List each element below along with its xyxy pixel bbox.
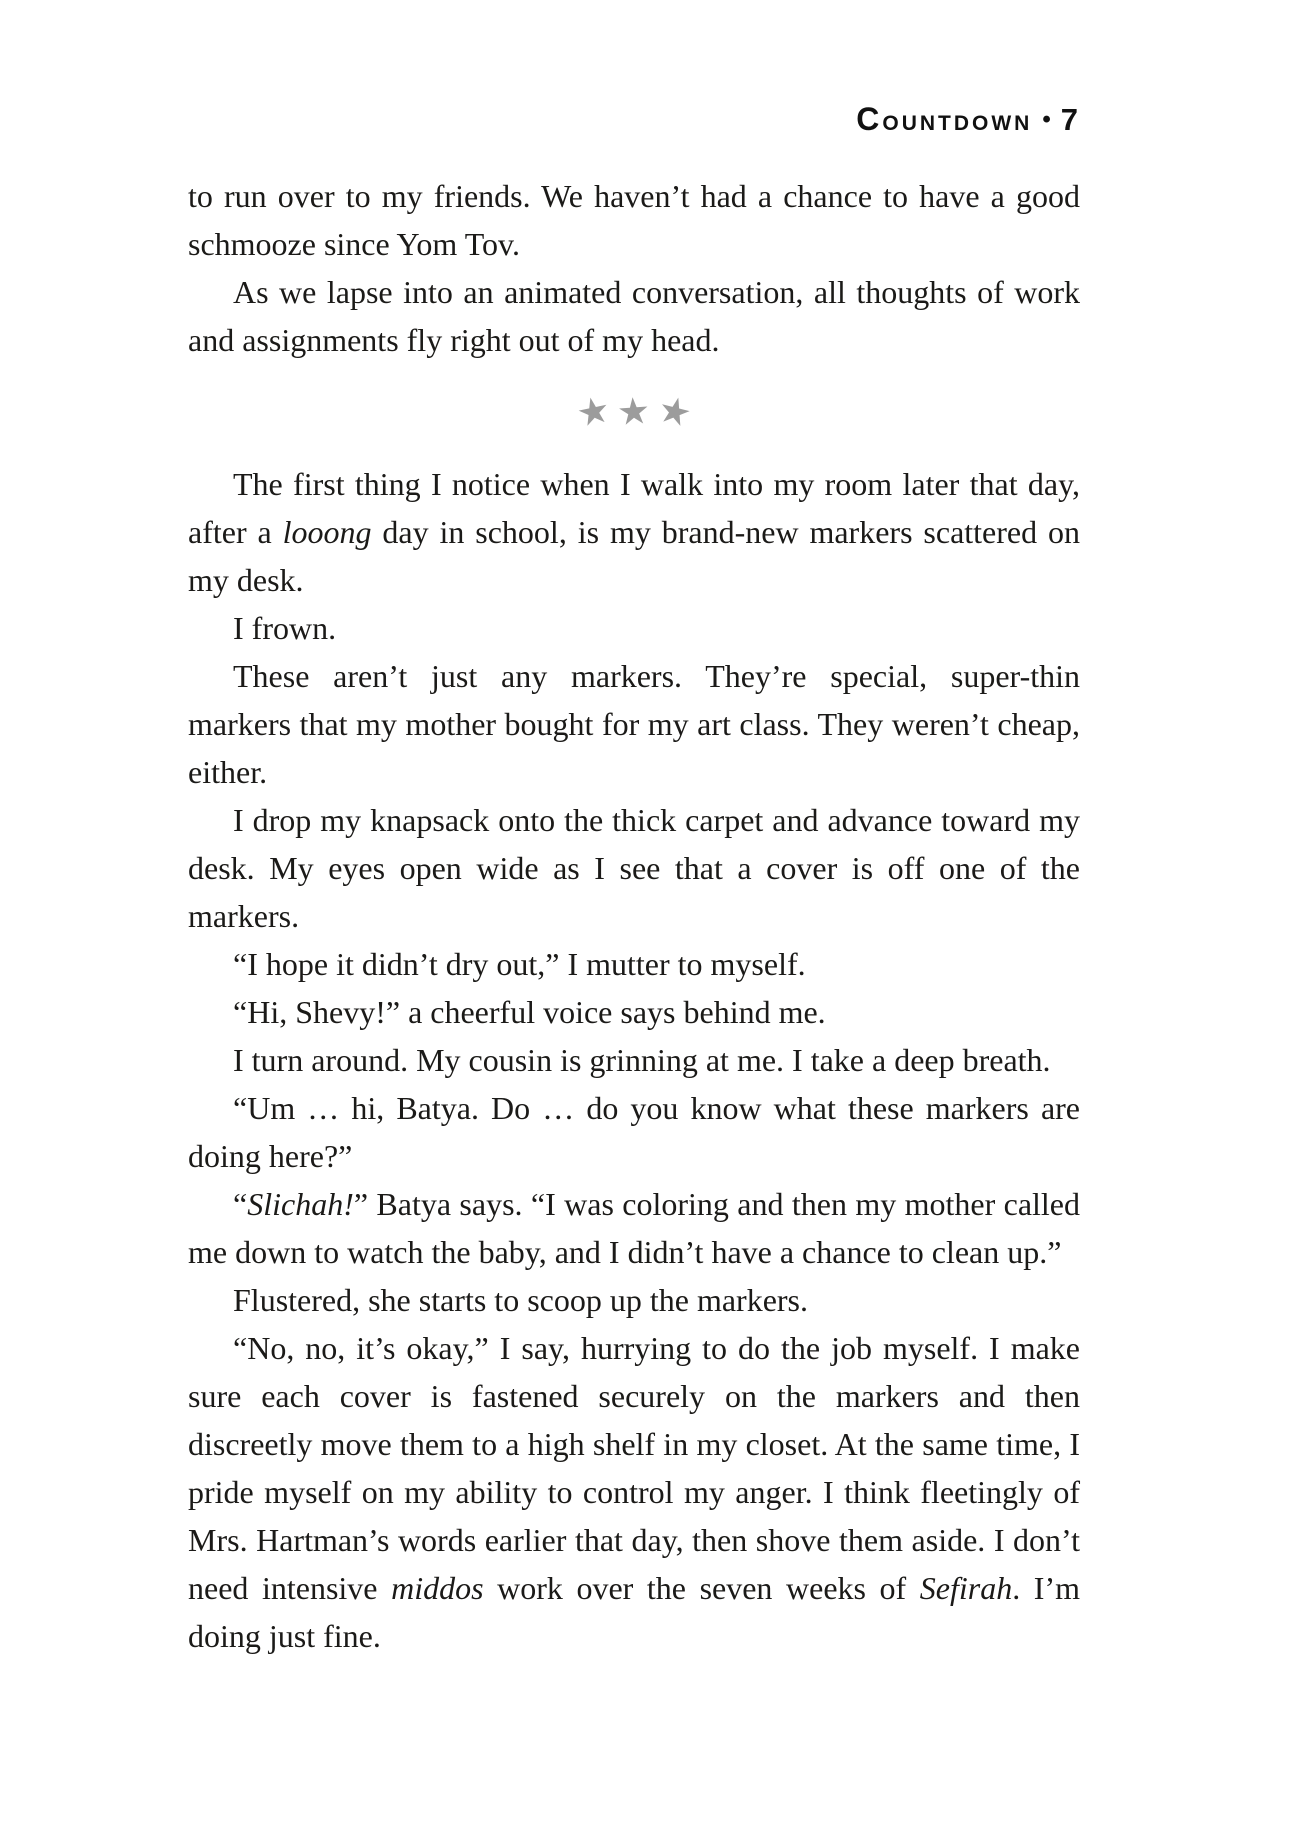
star-icon: ★	[616, 390, 652, 434]
text-segment: I turn around. My cousin is grinning at me. I take a deep breath.	[233, 1042, 1051, 1078]
text-segment: “Um … hi, Batya. Do … do you know what these markers are doing here?”	[188, 1090, 1080, 1174]
star-icon: ★	[653, 388, 696, 436]
paragraph	[188, 604, 1080, 652]
text-segment: to run over to my friends. We haven’t had a chance to have a good schmooze since Yom Tov.	[188, 178, 1080, 262]
text-segment: day in school, is my brand-new markers scattered on my desk.	[188, 514, 1081, 598]
italic-text-segment: looong	[282, 514, 372, 550]
text-segment: . I’m doing just fine.	[188, 1570, 1081, 1654]
italic-text-segment: Sefirah	[919, 1570, 1013, 1606]
paragraph	[188, 1036, 1080, 1084]
paragraph	[188, 268, 1080, 364]
paragraph	[188, 1276, 1080, 1324]
paragraph	[188, 796, 1080, 940]
page-number: 7	[1060, 102, 1078, 137]
italic-text-segment: Slichah!	[247, 1186, 354, 1222]
text-segment: “No, no, it’s okay,” I say, hurrying to do the job myself. I make sure each cover is fastened securely on the markers and then discreetly move them to a high shelf in my closet. At the same time, I pride myself on my ability to control my anger. I think fleetingly of Mrs. Hartman’s words earlier that day, then shove them aside. I don’t need intensive	[188, 1330, 1080, 1606]
paragraph	[188, 988, 1080, 1036]
text-segment: As we lapse into an animated conversation, all thoughts of work and assignments fly right out of my head.	[188, 274, 1080, 358]
page-body	[188, 172, 1080, 1660]
text-segment: “I hope it didn’t dry out,” I mutter to myself.	[233, 946, 806, 982]
paragraph	[188, 1180, 1080, 1276]
paragraph	[188, 1084, 1080, 1180]
paragraph	[188, 1324, 1080, 1660]
italic-text-segment: middos	[391, 1570, 484, 1606]
bullet-separator-icon: •	[1042, 106, 1051, 133]
text-segment: work over the seven weeks of	[483, 1570, 920, 1606]
text-segment: I frown.	[233, 610, 337, 646]
text-segment: “	[233, 1186, 248, 1222]
paragraph	[188, 940, 1080, 988]
star-icon: ★	[573, 388, 615, 436]
text-segment: “Hi, Shevy!” a cheerful voice says behind me.	[233, 994, 826, 1030]
paragraph	[188, 460, 1080, 604]
section-break	[188, 364, 1080, 460]
paragraph	[188, 652, 1080, 796]
running-header	[856, 101, 1078, 138]
text-segment: These aren’t just any markers. They’re special, super-thin markers that my mother bought for my art class. They weren’t cheap, either.	[188, 658, 1080, 790]
text-segment: The first thing I notice when I walk into my room later that day, after a	[188, 466, 1080, 550]
paragraph	[188, 172, 1080, 268]
text-segment: ” Batya says. “I was coloring and then my mother called me down to watch the baby, and I didn’t have a chance to clean up.”	[188, 1186, 1080, 1270]
running-header-book-title: COUNTDOWN	[856, 101, 1033, 137]
text-segment: Flustered, she starts to scoop up the markers.	[233, 1282, 808, 1318]
text-segment: I drop my knapsack onto the thick carpet and advance toward my desk. My eyes open wide as I see that a cover is off one of the markers.	[188, 802, 1080, 934]
